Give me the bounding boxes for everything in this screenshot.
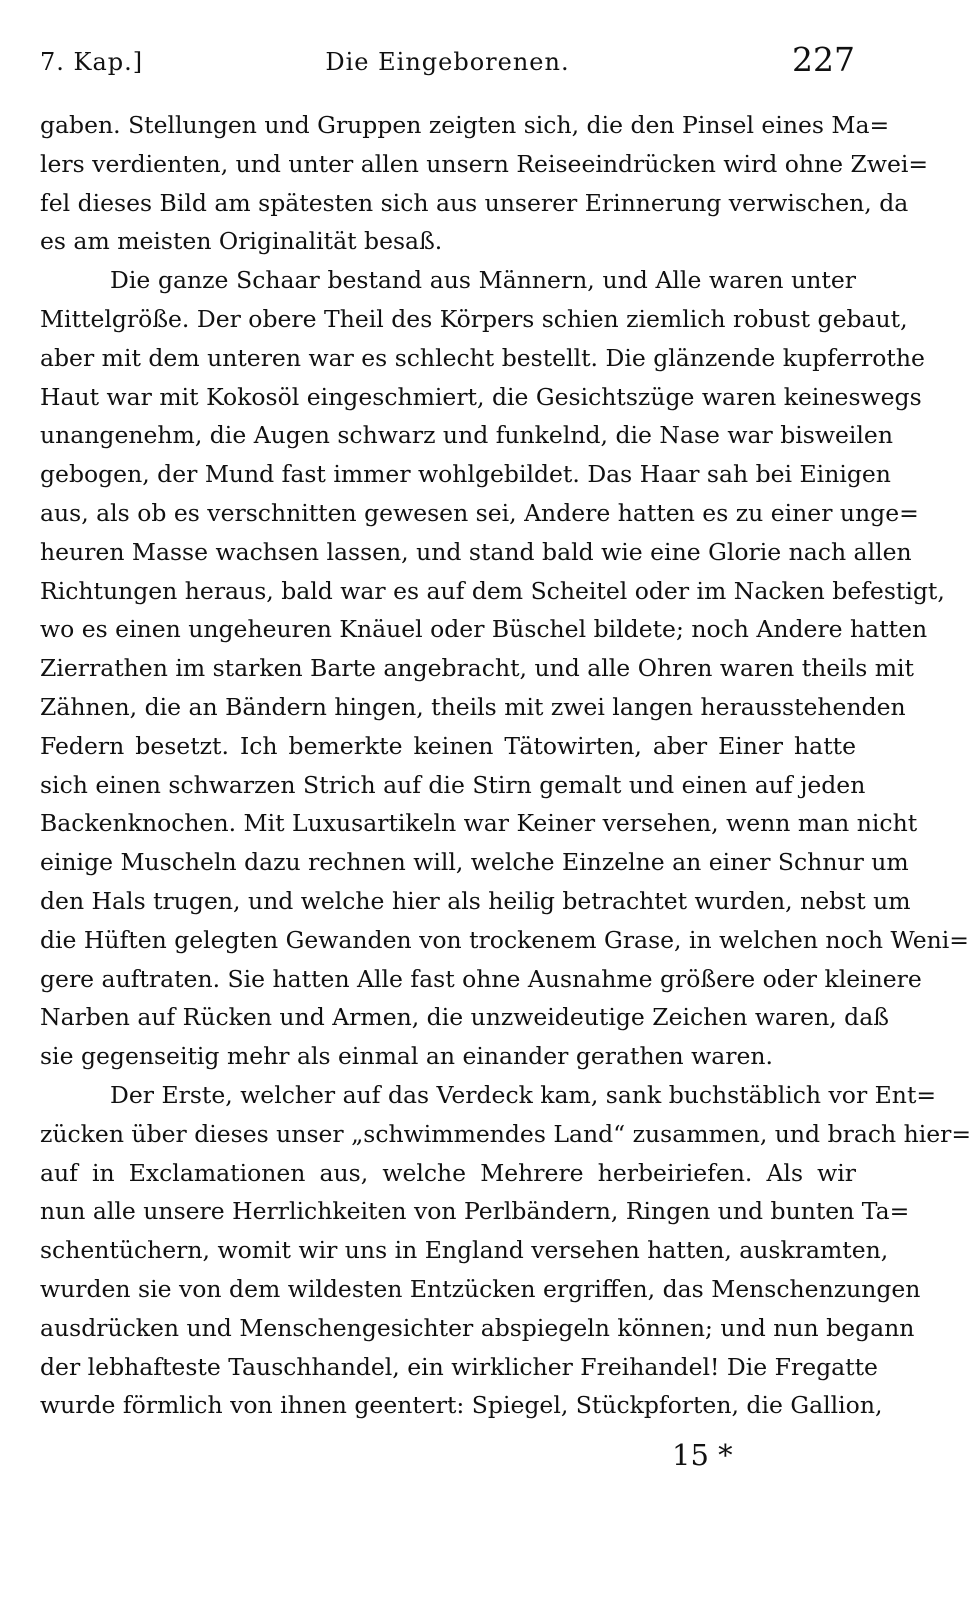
text-line: gaben. Stellungen und Gruppen zeigten sich, die den Pinsel eines Ma= [40,111,890,139]
text-line: Backenknochen. Mit Luxusartikeln war Keiner versehen, wenn man nicht [40,809,918,838]
text-line: gebogen, der Mund fast immer wohlgebildet. Das Haar sah bei Einigen [40,460,891,489]
text-line: auf in Exclamationen aus, welche Mehrere herbeiriefen. Als wir [40,1158,856,1187]
text-line: es am meisten Originalität besaß. [40,227,443,256]
text-line: Zähnen, die an Bändern hingen, theils mit zwei langen herausstehenden [40,692,906,721]
text-line: Der Erste, welcher auf das Verdeck kam, sank buchstäblich vor Ent= [110,1080,937,1109]
text-line: ausdrücken und Menschengesichter abspiegeln können; und nun begann [40,1313,915,1342]
text-line: Haut war mit Kokosöl eingeschmiert, die Gesichtszüge waren keineswegs [40,382,922,411]
text-line: sie gegenseitig mehr als einmal an einander gerathen waren. [40,1042,773,1071]
text-line: zücken über dieses unser „schwimmendes Land“ zusammen, und brach hier= [40,1119,971,1148]
running-header [40,40,855,90]
text-line: Mittelgröße. Der obere Theil des Körpers schien ziemlich robust gebaut, [40,304,908,333]
text-line: sich einen schwarzen Strich auf die Stirn gemalt und einen auf jeden [40,770,866,799]
text-line: einige Muscheln dazu rechnen will, welche Einzelne an einer Schnur um [40,848,909,877]
text-line: Zierrathen im starken Barte angebracht, und alle Ohren waren theils mit [40,654,914,683]
text-line: Federn besetzt. Ich bemerkte keinen Tätowirten, aber Einer hatte [40,731,856,760]
chapter-label: 7. Kap.] [40,48,144,76]
text-line: gere auftraten. Sie hatten Alle fast ohne Ausnahme größere oder kleinere [40,964,922,993]
text-line: Richtungen heraus, bald war es auf dem Scheitel oder im Nacken befestigt, [40,576,945,605]
text-line: den Hals trugen, und welche hier als heilig betrachtet wurden, nebst um [40,886,911,915]
text-line: heuren Masse wachsen lassen, und stand bald wie eine Glorie nach allen [40,537,912,566]
text-line: fel dieses Bild am spätesten sich aus unserer Erinnerung verwischen, da [40,188,909,217]
body-text [40,106,971,1425]
text-line: wurde förmlich von ihnen geentert: Spiegel, Stückpforten, die Gallion, [40,1391,883,1420]
text-line: unangenehm, die Augen schwarz und funkelnd, die Nase war bisweilen [40,421,893,450]
text-line: die Hüften gelegten Gewanden von trockenem Grase, in welchen noch Weni= [40,925,969,954]
page-number: 227 [792,40,855,79]
running-title: Die Eingeborenen. [325,48,570,76]
text-line: wurden sie von dem wildesten Entzücken ergriffen, das Menschenzungen [40,1274,921,1303]
text-line: der lebhafteste Tauschhandel, ein wirklicher Freihandel! Die Fregatte [40,1352,878,1381]
text-line: Narben auf Rücken und Armen, die unzweideutige Zeichen waren, daß [40,1003,889,1032]
text-line: schentüchern, womit wir uns in England versehen hatten, auskramten, [40,1236,889,1265]
signature-mark: 15 * [672,1438,733,1472]
text-line: aber mit dem unteren war es schlecht bestellt. Die glänzende kupferrothe [40,343,925,372]
text-line: lers verdienten, und unter allen unsern Reiseeindrücken wird ohne Zwei= [40,149,929,178]
text-line: Die ganze Schaar bestand aus Männern, und Alle waren unter [110,266,856,295]
text-line: nun alle unsere Herrlichkeiten von Perlbändern, Ringen und bunten Ta= [40,1197,910,1226]
text-line: aus, als ob es verschnitten gewesen sei, Andere hatten es zu einer unge= [40,498,919,527]
text-line: wo es einen ungeheuren Knäuel oder Büschel bildete; noch Andere hatten [40,615,928,644]
